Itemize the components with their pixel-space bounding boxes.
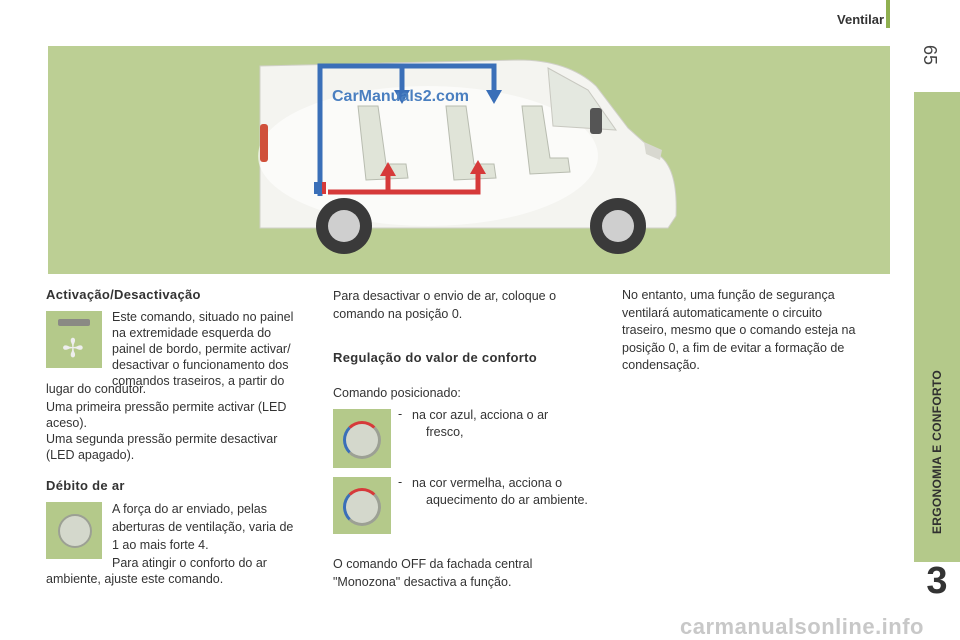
comfort-knob-blue-icon [343,421,381,459]
off-command-line: O comando OFF da fachada central [333,557,533,571]
safety-line: posição 0, a fim de evitar a formação de [622,340,845,355]
heading-activation: Activação/Desactivação [46,287,201,302]
blue-item [412,407,548,441]
activation-line: comandos traseiros, a partir do [112,374,285,388]
activation-line: na extremidade esquerda do [112,326,272,340]
heading-comfort-regulation: Regulação do valor de conforto [333,350,538,365]
off-command-paragraph [333,555,532,591]
comfort-knob-blue-image [333,409,391,468]
red-item-line: aquecimento do ar ambiente. [426,493,588,507]
activation-tail: lugar do condutor. [46,382,147,396]
comfort-knob-red-image [333,477,391,534]
heading-airflow: Débito de ar [46,478,125,493]
first-press-paragraph [46,399,286,431]
airflow-line: 1 ao mais forte 4. [112,538,209,552]
comfort-knob-red-icon [343,488,381,526]
second-press-line: Uma segunda pressão permite desactivar [46,432,278,446]
fan-icon: ✢ [62,333,84,363]
side-mirror [590,108,602,134]
list-dash: - [398,475,403,489]
safety-line: No entanto, uma função de segurança [622,288,835,302]
safety-line: condensação. [622,358,700,372]
activation-line: Este comando, situado no painel [112,310,294,324]
watermark-text: CarManuals2.com [332,88,469,105]
blue-item-line: fresco, [426,425,464,439]
rear-light [260,124,268,162]
airflow-comfort-tail: ambiente, ajuste este comando. [46,572,224,586]
led-strip [58,319,90,326]
deactivate-paragraph [333,287,556,323]
off-command-line: "Monozona" desactiva a função. [333,575,512,589]
page-header-title: Ventilar [837,12,884,27]
safety-line: ventilará automaticamente o circuito [622,305,823,320]
second-press-paragraph [46,431,277,463]
outlet-marker-blue [314,182,318,194]
chapter-side-tab-label-wrap [914,92,960,562]
activation-line: painel de bordo, permite activar/ [112,342,291,356]
header-accent-bar [886,0,890,28]
second-press-line: (LED apagado). [46,448,135,462]
airflow-paragraph [112,500,293,554]
activation-button-image [46,311,102,368]
rear-wheel-hub [328,210,360,242]
airflow-line: aberturas de ventilação, varia de [112,520,294,534]
chapter-side-tab-label: ERGONOMIA E CONFORTO [930,369,944,535]
van-ventilation-illustration [48,46,890,274]
footer-watermark: carmanualsonline.info [680,614,924,639]
command-positioned-text: Comando posicionado: [333,386,461,400]
first-press-line: Uma primeira pressão permite activar (LED [46,400,287,414]
front-wheel-hub [602,210,634,242]
deactivate-line: comando na posição 0. [333,307,463,321]
blue-item-line: na cor azul, acciona o ar [412,408,549,422]
red-item [412,475,588,509]
safety-line: traseiro, mesmo que o comando esteja na [622,323,856,337]
page-number: 65 [920,44,940,66]
red-item-line: na cor vermelha, acciona o [412,476,563,490]
chapter-number: 3 [926,560,948,602]
airflow-line: A força do ar enviado, pelas [112,502,267,516]
activation-line: desactivar o funcionamento dos [112,358,289,372]
airflow-knob-icon [58,514,92,548]
deactivate-line: Para desactivar o envio de ar, coloque o [333,289,557,303]
list-dash: - [398,407,403,421]
airflow-knob-image [46,502,102,559]
activation-paragraph-block [112,309,293,389]
van-illustration-svg [48,46,890,274]
safety-function-paragraph [622,287,855,375]
airflow-comfort-line: Para atingir o conforto do ar [112,556,267,570]
first-press-line: aceso). [46,416,87,430]
outlet-marker-red [322,182,326,194]
